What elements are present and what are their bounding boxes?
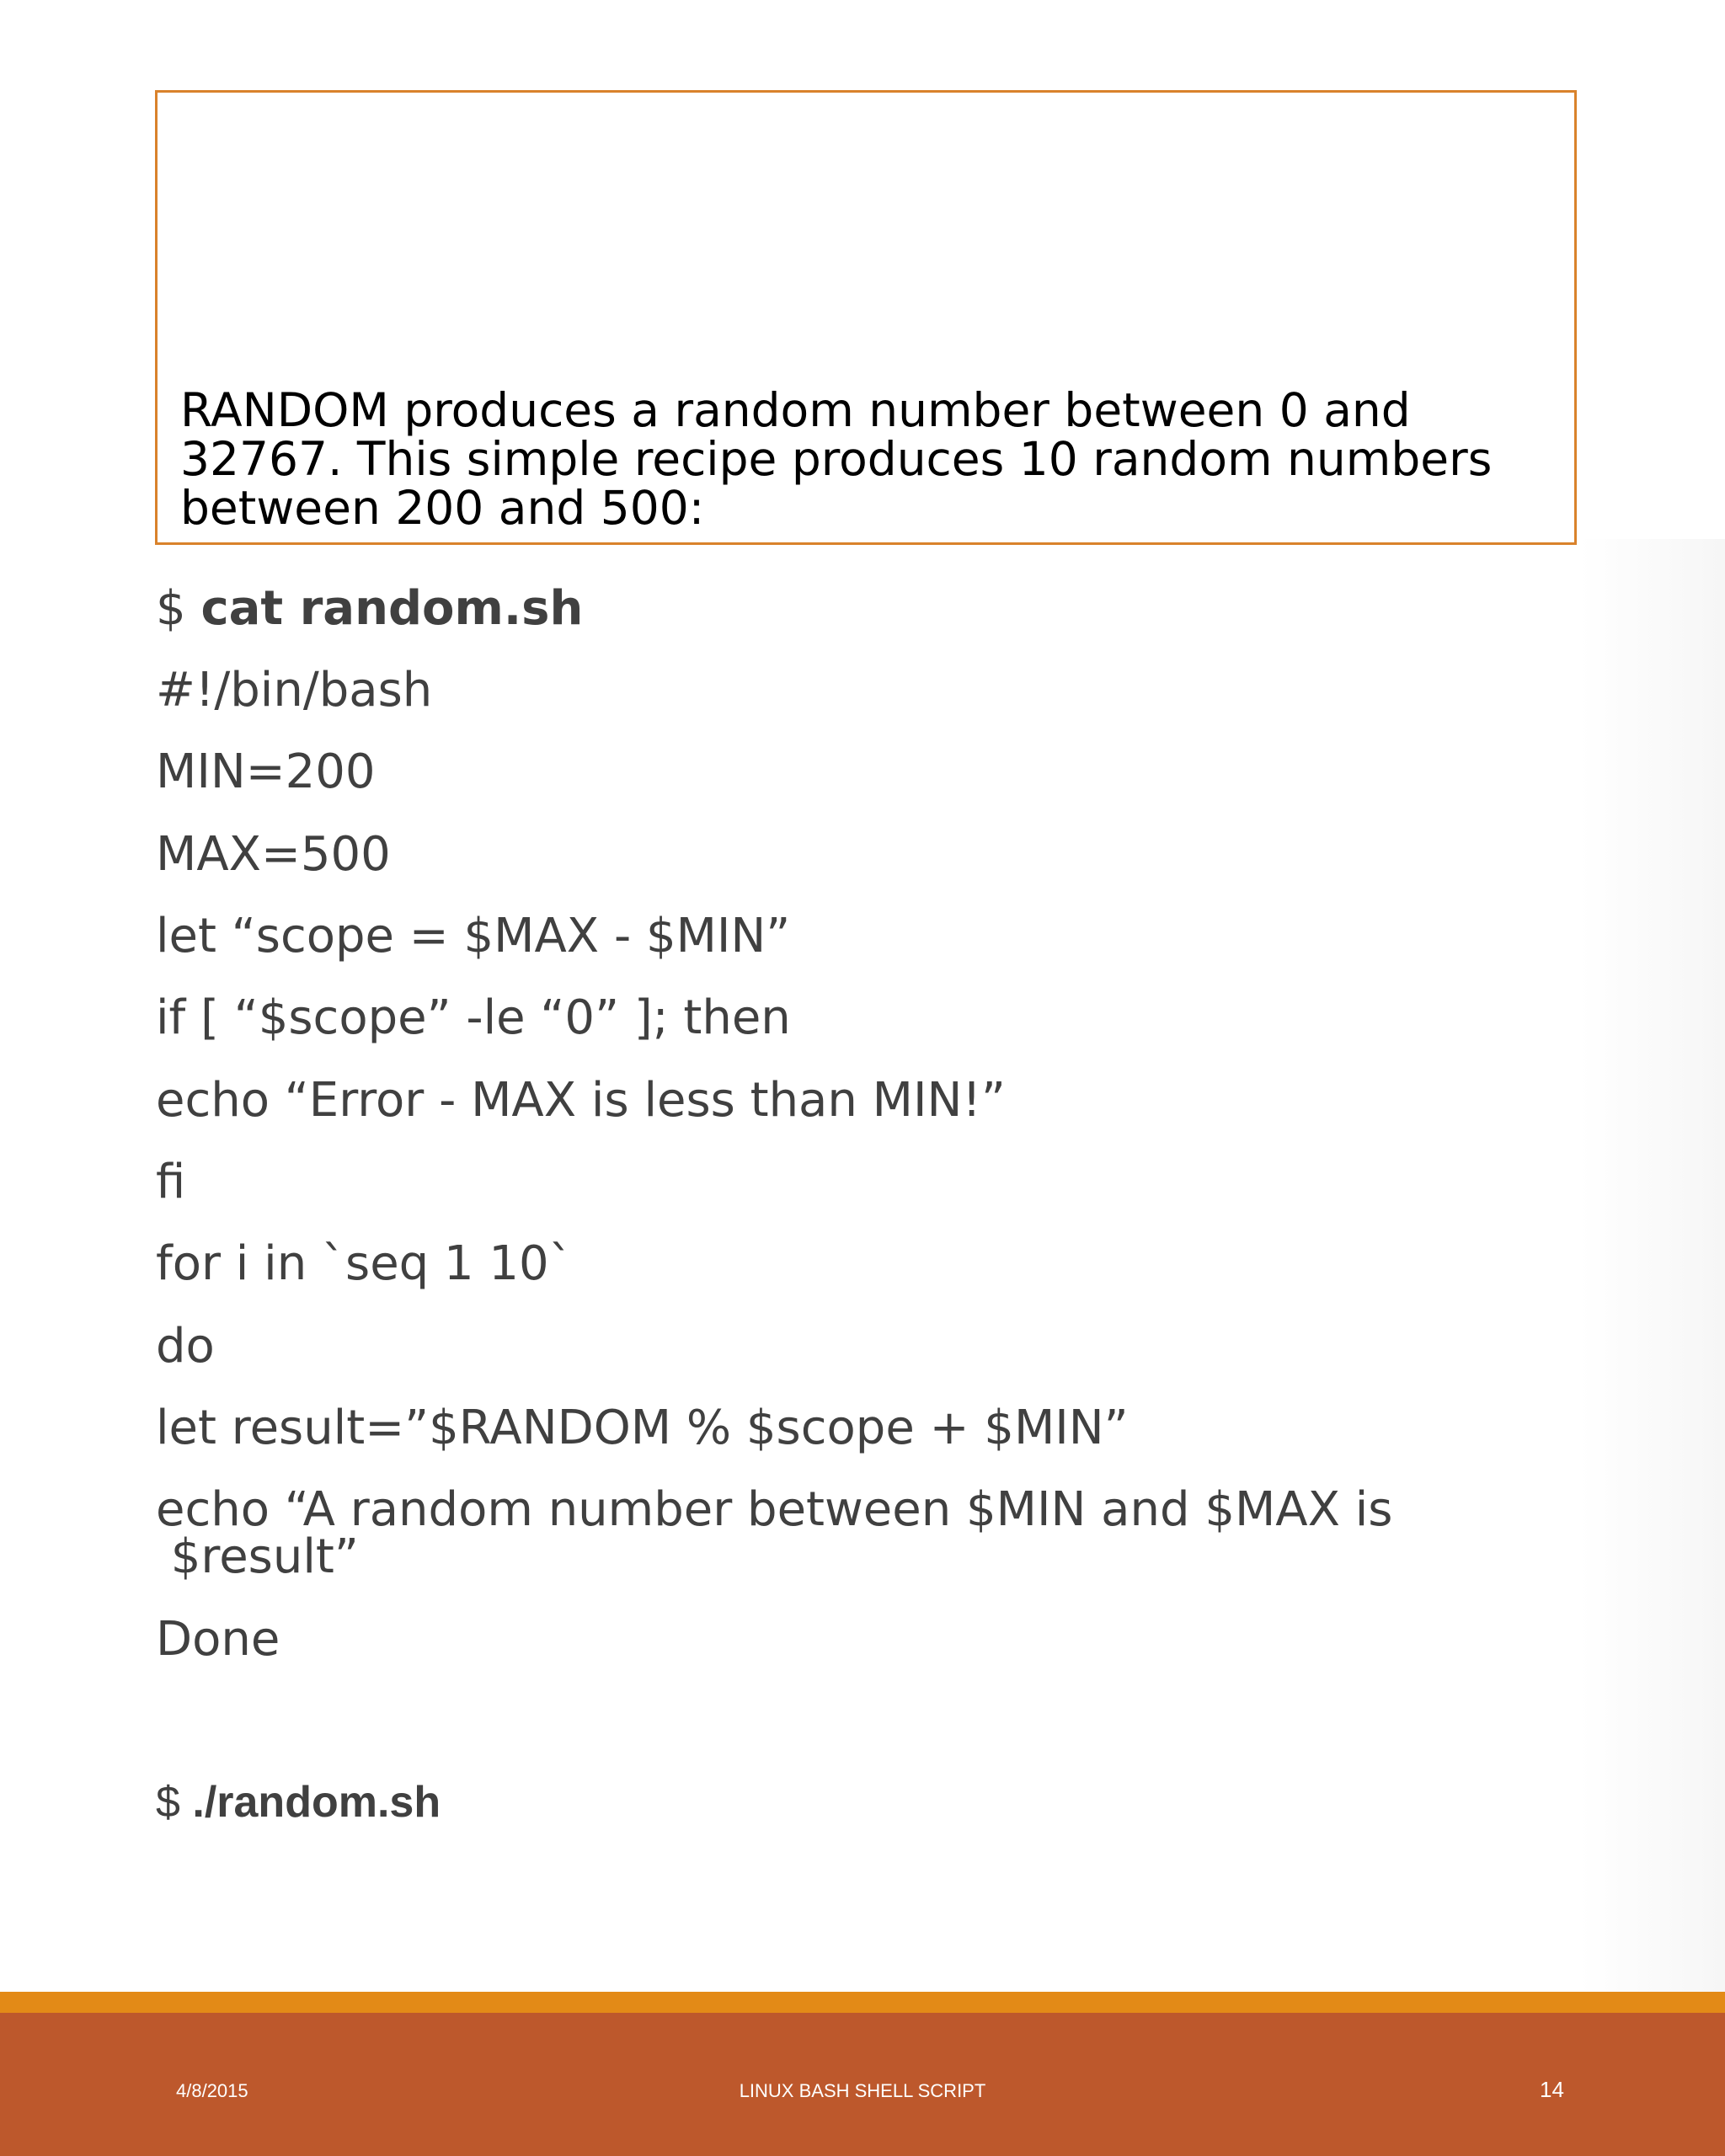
title-box bbox=[155, 90, 1577, 545]
code-line: echo “Error - MAX is less than MIN!” bbox=[156, 1073, 1006, 1128]
footer-title: LINUX BASH SHELL SCRIPT bbox=[739, 2080, 986, 2101]
code-command: cat random.sh bbox=[200, 581, 584, 636]
run-command: ./random.sh bbox=[192, 1778, 441, 1827]
run-prompt: $ bbox=[156, 1778, 193, 1827]
page-number: 14 bbox=[1540, 2077, 1564, 2102]
footer bbox=[0, 2013, 1725, 2156]
code-line: fi bbox=[156, 1155, 186, 1209]
run-command-line bbox=[156, 1777, 441, 1828]
code-line: if [ “$scope” -le “0” ]; then bbox=[156, 990, 791, 1045]
title-text: RANDOM produces a random number between 0 and 32767. This simple recipe produces 10 random numbers between 200 and 500: bbox=[180, 383, 1493, 535]
footer-date: 4/8/2015 bbox=[176, 2080, 248, 2101]
code-line: let result=”$RANDOM % $scope + $MIN” bbox=[156, 1401, 1129, 1455]
code-line: MIN=200 bbox=[156, 744, 376, 799]
code-line: for i in `seq 1 10` bbox=[156, 1236, 573, 1291]
background-shade bbox=[1579, 539, 1725, 1992]
code-line: MAX=500 bbox=[156, 827, 391, 882]
code-prompt: $ bbox=[156, 581, 201, 636]
footer-accent-bar bbox=[0, 1992, 1725, 2013]
code-line: $result” bbox=[156, 1529, 359, 1584]
code-line: let “scope = $MAX - $MIN” bbox=[156, 909, 791, 963]
code-line: #!/bin/bash bbox=[156, 663, 433, 718]
code-command-line bbox=[156, 581, 584, 636]
code-line: do bbox=[156, 1319, 215, 1374]
code-line: Done bbox=[156, 1612, 280, 1667]
code-line: echo “A random number between $MIN and $MAX is bbox=[156, 1482, 1393, 1537]
